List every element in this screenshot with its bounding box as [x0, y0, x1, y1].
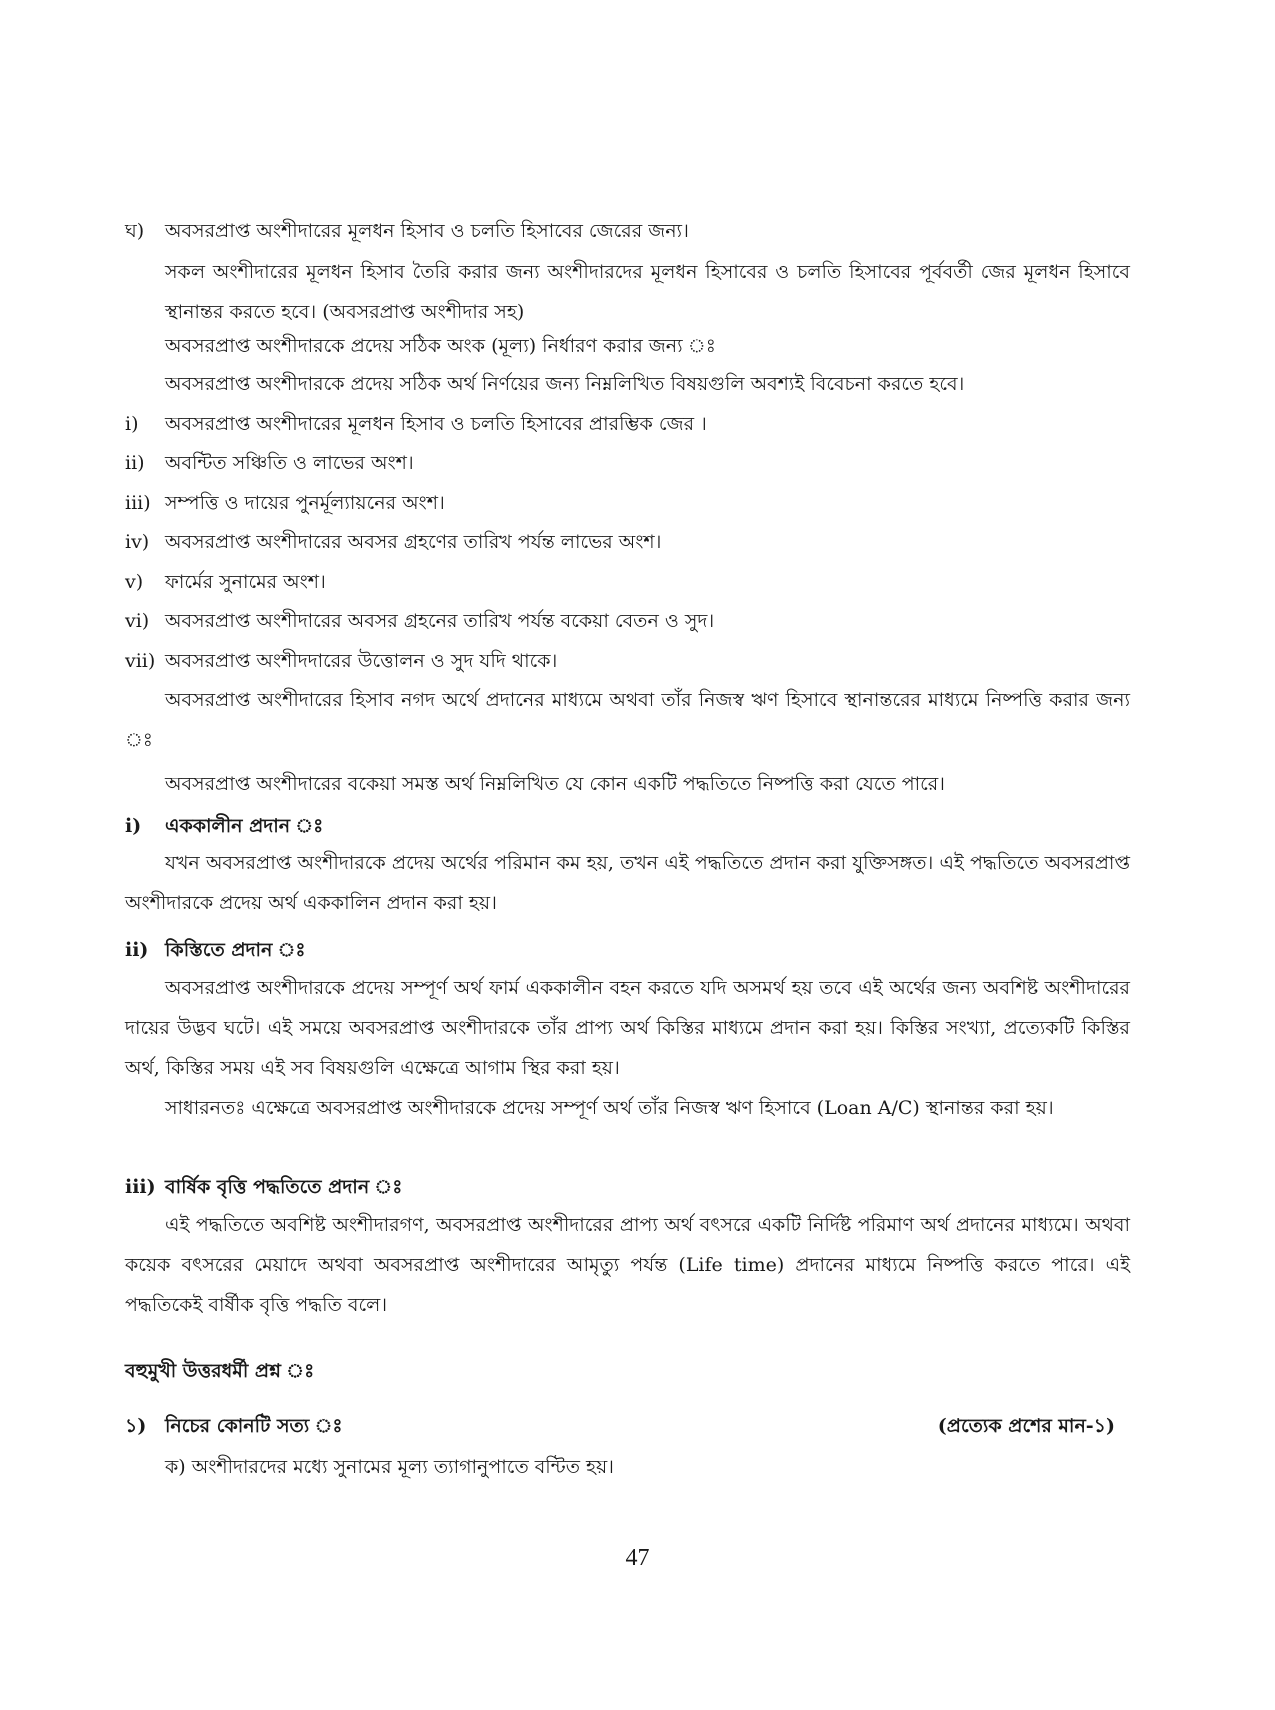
method-heading: বার্ষিক বৃত্তি পদ্ধতিতে প্রদান ঃ — [165, 1176, 403, 1198]
list-item: সম্পত্তি ও দায়ের পুনর্মূল্যায়নের অংশ। — [165, 492, 445, 514]
question-text: নিচের কোনটি সত্য ঃ — [165, 1415, 343, 1437]
list-item-number: vii) — [125, 650, 156, 672]
list-item: অবসরপ্রাপ্ত অংশীদারের অবসর গ্রহনের তারিখ পর্যন্ত বকেয়া বেতন ও সুদ। — [165, 610, 715, 632]
mcq-title: বহুমুখী উত্তরধর্মী প্রশ্ন ঃ — [125, 1360, 315, 1382]
method-heading: কিস্তিতে প্রদান ঃ — [165, 939, 306, 961]
method-number: iii) — [125, 1176, 156, 1198]
list-item-number: v) — [125, 571, 144, 593]
list-item: ফার্মের সুনামের অংশ। — [165, 571, 326, 593]
marks-note: (প্রত্যেক প্রশের মান-১) — [937, 1415, 1115, 1437]
section-gha-number: ঘ) — [125, 220, 145, 242]
list-item-number: iv) — [125, 531, 150, 553]
list-item: অবসরপ্রাপ্ত অংশীদারের মূলধন হিসাব ও চলতি হিসাবের প্রারম্ভিক জের । — [165, 413, 707, 435]
method-paragraph: অবসরপ্রাপ্ত অংশীদারকে প্রদেয় সম্পূর্ণ অর্থ ফার্ম এককালীন বহন করতে যদি অসমর্থ হয় তবে এই অর্থের জন্য অবশিষ্ট অংশীদারের দায়ের উদ্ভব ঘটে। এই সময়ে অবসরপ্রাপ্ত অংশীদারকে তাঁর প্রাপ্য অর্থ কিস্তির মাধ্যমে প্রদান করা হয়। কিস্তির সংখ্যা, প্রত্যেকটি কিস্তির অর্থ, কিস্তির সময় এই সব বিষয়গুলি এক্ষেত্রে আগাম স্থির করা হয়। — [125, 977, 1130, 1079]
list-item-number: vi) — [125, 610, 150, 632]
question-number: ১) — [125, 1415, 147, 1437]
list-item: অবন্টিত সঞ্চিতি ও লাভের অংশ। — [165, 452, 414, 474]
settlement-paragraph: অবসরপ্রাপ্ত অংশীদারের হিসাব নগদ অর্থে প্রদানের মাধ্যমে অথবা তাঁর নিজস্ব ঋণ হিসাবে স্থানান্তরের মাধ্যমে নিষ্পত্তি করার জন্য ঃ — [125, 689, 1130, 751]
method-paragraph: যখন অবসরপ্রাপ্ত অংশীদারকে প্রদেয় অর্থের পরিমান কম হয়, তখন এই পদ্ধতিতে প্রদান করা যুক্তিসঙ্গত। এই পদ্ধতিতে অবসরপ্রাপ্ত অংশীদারকে প্রদেয় অর্থ এককালিন প্রদান করা হয়। — [125, 852, 1130, 914]
list-item: অবসরপ্রাপ্ত অংশীদদারের উত্তোলন ও সুদ যদি থাকে। — [165, 650, 558, 672]
method-heading: এককালীন প্রদান ঃ — [165, 815, 324, 837]
method-number: ii) — [125, 939, 149, 961]
method-number: i) — [125, 815, 142, 837]
settlement-intro: অবসরপ্রাপ্ত অংশীদারের বকেয়া সমস্ত অর্থ নিম্নলিখিত যে কোন একটি পদ্ধতিতে নিষ্পত্তি করা যেতে পারে। — [165, 773, 945, 795]
section-gha-paragraph: সকল অংশীদারের মূলধন হিসাব তৈরি করার জন্য অংশীদারদের মূলধন হিসাবের ও চলতি হিসাবের পূর্ববর্তী জের মূলধন হিসাবে স্থানান্তর করতে হবে। (অবসরপ্রাপ্ত অংশীদার সহ) — [165, 261, 1130, 323]
method-paragraph: এই পদ্ধতিতে অবশিষ্ট অংশীদারগণ, অবসরপ্রাপ্ত অংশীদারের প্রাপ্য অর্থ বৎসরে একটি নির্দিষ্ট পরিমাণ অর্থ প্রদানের মাধ্যমে। অথবা কয়েক বৎসরের মেয়াদে অথবা অবসরপ্রাপ্ত অংশীদারের আমৃত্যু পর্যন্ত (Life time) প্রদানের মাধ্যমে নিষ্পত্তি করতে পারে। এই পদ্ধতিকেই বার্ষীক বৃত্তি পদ্ধতি বলে। — [125, 1214, 1130, 1316]
page-number: 47 — [625, 1545, 650, 1571]
list-item-number: i) — [125, 413, 139, 435]
list-item-number: ii) — [125, 452, 145, 474]
option-a: ক) অংশীদারদের মধ্যে সুনামের মূল্য ত্যাগানুপাতে বন্টিত হয়। — [165, 1456, 614, 1478]
list-item-number: iii) — [125, 492, 151, 514]
correct-amount-paragraph: অবসরপ্রাপ্ত অংশীদারকে প্রদেয় সঠিক অর্থ নির্ণয়ের জন্য নিম্নলিখিত বিষয়গুলি অবশ্যই বিবেচনা করতে হবে। — [165, 373, 965, 395]
correct-amount-heading: অবসরপ্রাপ্ত অংশীদারকে প্রদেয় সঠিক অংক (মূল্য) নির্ধারণ করার জন্য ঃ — [165, 335, 716, 357]
list-item: অবসরপ্রাপ্ত অংশীদারের অবসর গ্রহণের তারিখ পর্যন্ত লাভের অংশ। — [165, 531, 662, 553]
method-paragraph: সাধারনতঃ এক্ষেত্রে অবসরপ্রাপ্ত অংশীদারকে প্রদেয় সম্পূর্ণ অর্থ তাঁর নিজস্ব ঋণ হিসাবে (Loan A/C) স্থানান্তর করা হয়। — [165, 1097, 1054, 1119]
section-gha-heading: অবসরপ্রাপ্ত অংশীদারের মূলধন হিসাব ও চলতি হিসাবের জেরের জন্য। — [165, 220, 689, 242]
